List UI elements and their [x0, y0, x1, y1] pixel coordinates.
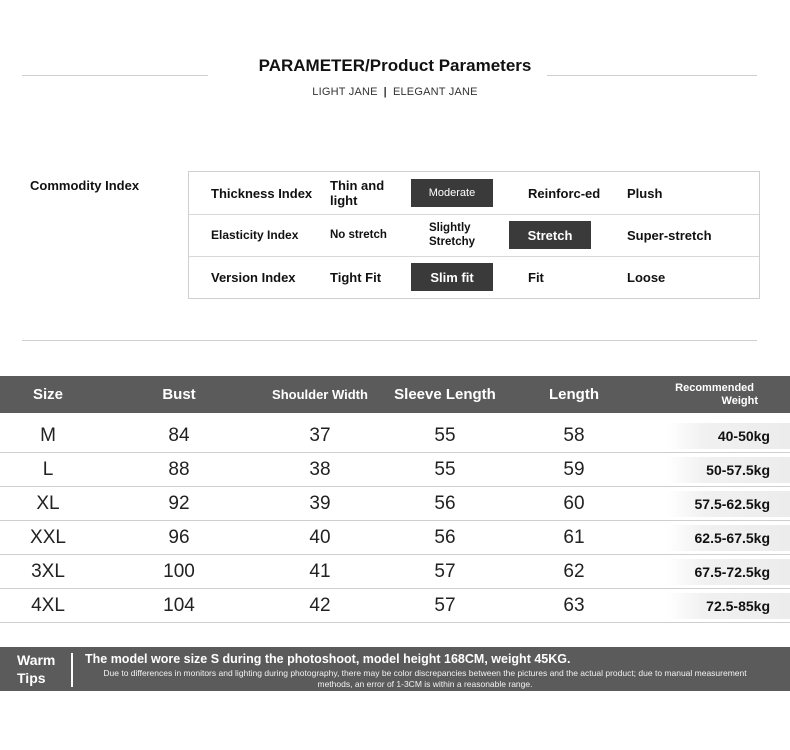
cell-size: 3XL — [31, 561, 65, 582]
version-option-slim-fit-selected: Slim fit — [411, 263, 493, 291]
cell-length: 58 — [563, 425, 585, 446]
version-option-tight-fit: Tight Fit — [330, 269, 382, 285]
cell-length: 63 — [563, 595, 585, 616]
header-bust: Bust — [162, 386, 196, 403]
page-subtitle — [0, 86, 790, 98]
warm-tips-main-text: The model wore size S during the photoshoot, model height 168CM, weight 45KG. — [85, 652, 571, 666]
cell-weight: 57.5-62.5kg — [667, 491, 790, 517]
elasticity-index-name: Elasticity Index — [211, 227, 299, 242]
cell-shoulder: 39 — [309, 493, 331, 514]
cell-bust: 100 — [163, 561, 195, 582]
cell-sleeve: 55 — [434, 425, 456, 446]
cell-length: 61 — [563, 527, 585, 548]
warm-tips-divider — [71, 653, 73, 687]
cell-bust: 104 — [163, 595, 195, 616]
cell-bust: 88 — [168, 459, 190, 480]
section-divider — [22, 340, 757, 341]
elasticity-option-super-stretch: Super-stretch — [627, 227, 712, 243]
cell-bust: 96 — [168, 527, 190, 548]
cell-weight: 72.5-85kg — [667, 593, 790, 619]
cell-weight: 50-57.5kg — [667, 457, 790, 483]
table-row — [0, 555, 790, 589]
subtitle-right: ELEGANT JANE — [392, 86, 478, 98]
cell-size: M — [40, 425, 56, 446]
cell-bust: 84 — [168, 425, 190, 446]
cell-shoulder: 41 — [309, 561, 331, 582]
cell-sleeve: 57 — [434, 561, 456, 582]
cell-shoulder: 38 — [309, 459, 331, 480]
cell-size: XXL — [30, 527, 66, 548]
cell-sleeve: 57 — [434, 595, 456, 616]
elasticity-option-slightly-stretchy: Slightly Stretchy — [429, 222, 476, 248]
thickness-index-row — [189, 172, 759, 215]
header-recommended-weight — [640, 376, 758, 413]
warm-tips-label-line1: Warm — [17, 652, 56, 668]
cell-sleeve: 56 — [434, 527, 456, 548]
table-row — [0, 419, 790, 453]
header-size: Size — [32, 386, 63, 403]
version-index-name: Version Index — [211, 269, 296, 285]
cell-shoulder: 42 — [309, 595, 331, 616]
cell-length: 60 — [563, 493, 585, 514]
commodity-index-label: Commodity Index — [30, 178, 140, 193]
table-row — [0, 453, 790, 487]
warm-tips-disclaimer: Due to differences in monitors and lighting during photography, there may be color discrepancies between the pictures and the actual product; due to manual measurement methods, an error of 1-3CM is within a reasonable range. — [103, 668, 747, 689]
header-rec-line2: Weight — [721, 394, 758, 407]
header-length: Length — [549, 386, 599, 403]
header-rec-line1: Recommended — [675, 381, 754, 394]
version-index-row — [189, 256, 759, 298]
cell-shoulder: 37 — [309, 425, 331, 446]
warm-tips-banner — [0, 647, 790, 691]
table-row — [0, 487, 790, 521]
subtitle-separator: | — [383, 86, 387, 98]
thickness-index-name: Thickness Index — [211, 185, 313, 201]
table-row — [0, 589, 790, 623]
thickness-option-reinforced: Reinforc-ed — [528, 185, 601, 201]
cell-length: 62 — [563, 561, 585, 582]
cell-bust: 92 — [168, 493, 190, 514]
header-shoulder-width: Shoulder Width — [272, 387, 368, 402]
page-title: PARAMETER/Product Parameters — [258, 56, 532, 75]
cell-sleeve: 56 — [434, 493, 456, 514]
cell-weight: 40-50kg — [667, 423, 790, 449]
cell-size: 4XL — [31, 595, 65, 616]
elasticity-option-no-stretch: No stretch — [330, 229, 387, 241]
cell-size: XL — [36, 493, 60, 514]
warm-tips-label-line2: Tips — [17, 670, 46, 686]
version-option-fit: Fit — [528, 269, 544, 285]
warm-tips-label — [17, 651, 65, 687]
cell-shoulder: 40 — [309, 527, 331, 548]
thickness-option-moderate-selected: Moderate — [411, 179, 493, 207]
cell-sleeve: 55 — [434, 459, 456, 480]
version-option-loose: Loose — [627, 269, 666, 285]
thickness-option-thin: Thin and light — [330, 178, 385, 208]
thickness-option-plush: Plush — [627, 185, 663, 201]
elasticity-option-stretch-selected: Stretch — [509, 221, 591, 249]
table-row — [0, 521, 790, 555]
commodity-index-table — [188, 171, 760, 299]
cell-weight: 62.5-67.5kg — [667, 525, 790, 551]
size-table-header — [0, 376, 790, 413]
cell-weight: 67.5-72.5kg — [667, 559, 790, 585]
header-sleeve-length: Sleeve Length — [394, 386, 496, 403]
subtitle-left: LIGHT JANE — [312, 86, 378, 98]
elasticity-index-row — [189, 214, 759, 257]
cell-size: L — [42, 459, 54, 480]
cell-length: 59 — [563, 459, 585, 480]
